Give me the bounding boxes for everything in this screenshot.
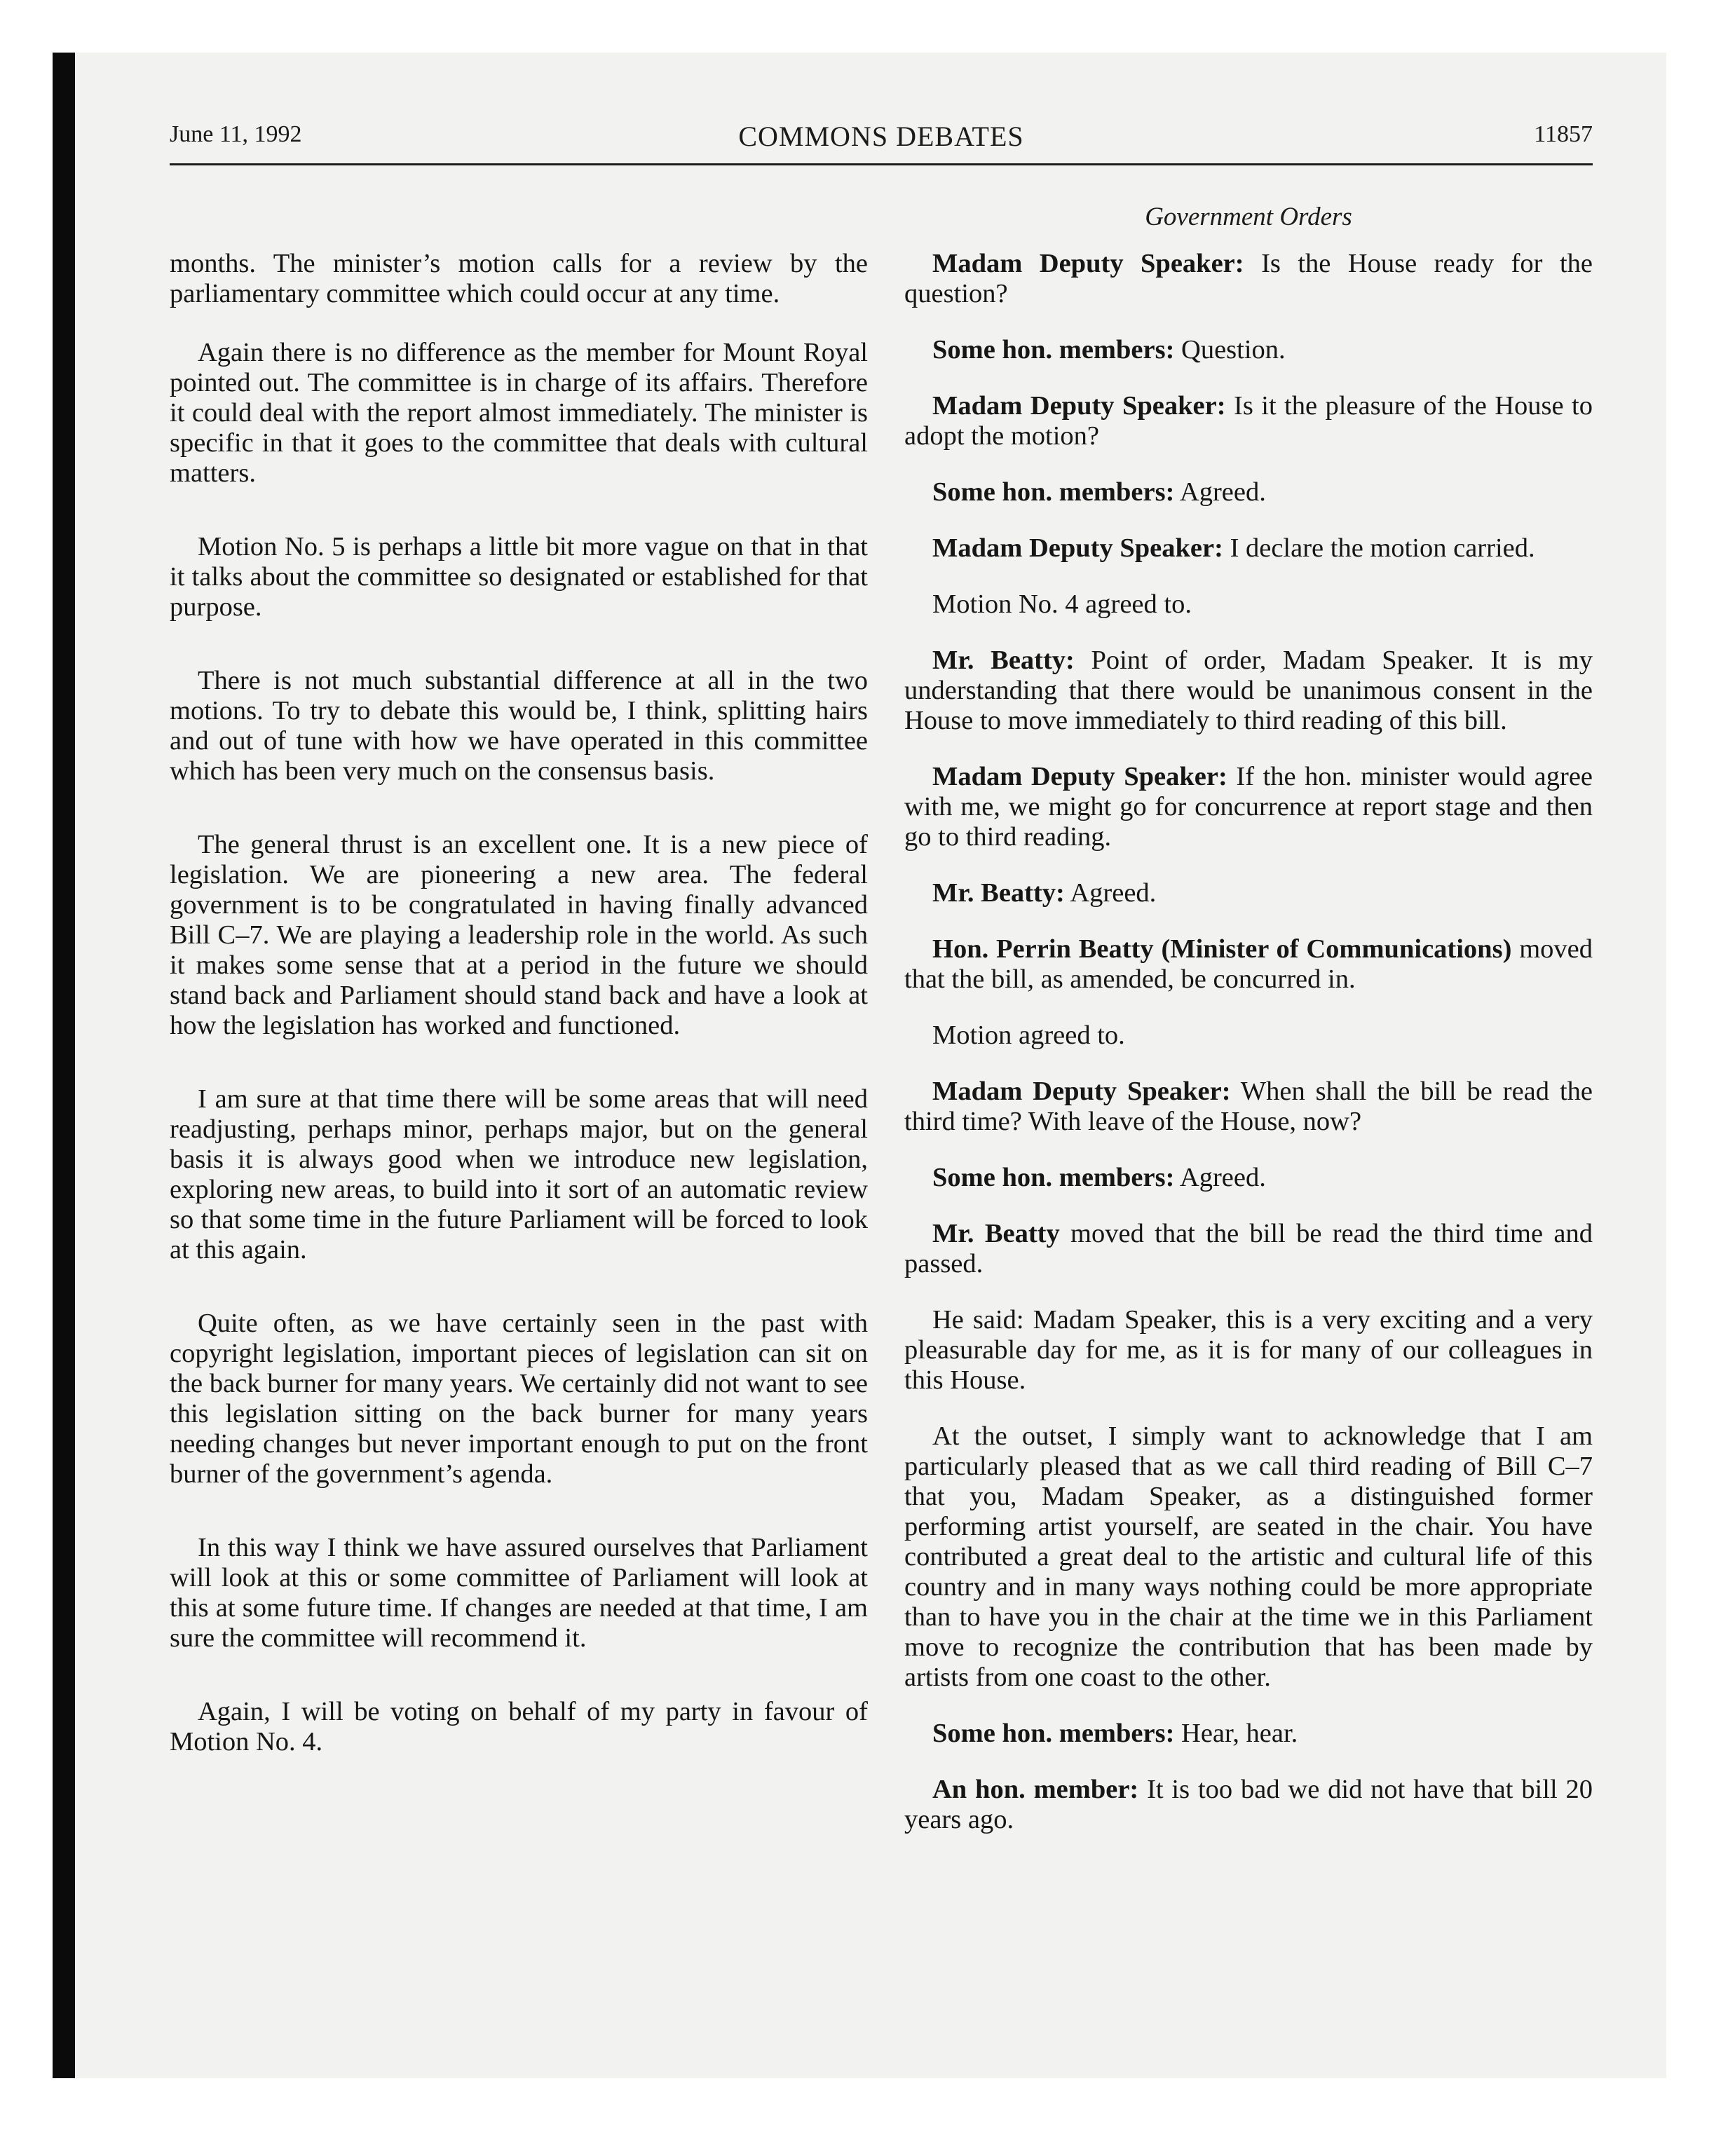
procedural-note [904, 589, 1593, 620]
paragraph-text: In this way I think we have assured ourselves that Parliament will look at this or some committee of Parliament will look at this at some future time. If changes are needed at that time, I am sure the committee will recommend it. [170, 1533, 868, 1653]
speech-entry [904, 1775, 1593, 1835]
paragraph [170, 1084, 868, 1265]
paragraph-text: months. The minister’s motion calls for a review by the parliamentary committee which could occur at any time. [170, 249, 868, 308]
speech-entry [904, 762, 1593, 852]
speaker-name: Madam Deputy Speaker: [932, 391, 1226, 421]
paragraph [170, 338, 868, 489]
speech-text: Is it the pleasure of the House to adopt the motion? [904, 391, 1593, 451]
paragraph-text: The general thrust is an excellent one. It is a new piece of legislation. We are pioneering a new area. The federal government is to be congratulated in having finally advanced Bill C–7. We are playing a leadership role in the world. As such it makes some sense that at a period in the future we should stand back and Parliament should stand back and have a look at how the legislation has worked and functioned. [170, 830, 868, 1040]
right-column [904, 249, 1593, 1861]
speech-entry [904, 878, 1593, 908]
speech-entry [904, 391, 1593, 451]
speaker-name: Mr. Beatty: [932, 878, 1065, 908]
speech-text: It is too bad we did not have that bill 20 years ago. [904, 1775, 1593, 1834]
speech-text: At the outset, I simply want to acknowledge that I am particularly pleased that as we call third reading of Bill C–7 that you, Madam Speaker, as a distinguished former performing artist yourself, are seated in the chair. You have contributed a great deal to the artistic and cultural life of this country and in many ways nothing could be more appropriate than to have you in the chair at the time we in this Parliament move to recognize the contribution that has been made by artists from one coast to the other. [904, 1421, 1593, 1692]
speech-text: If the hon. minister would agree with me, we might go for concurrence at report stage and then go to third reading. [904, 762, 1593, 852]
speech-entry [904, 1077, 1593, 1137]
speech-text: Point of order, Madam Speaker. It is my understanding that there would be unanimous consent in the House to move immediately to third reading of this bill. [904, 646, 1593, 735]
speaker-name: Madam Deputy Speaker: [932, 762, 1227, 791]
speech-text: When shall the bill be read the third time? With leave of the House, now? [904, 1077, 1593, 1136]
speaker-name: Some hon. members: [932, 335, 1175, 364]
speaker-name: Some hon. members: [932, 477, 1175, 507]
paragraph-text: Again, I will be voting on behalf of my party in favour of Motion No. 4. [170, 1697, 868, 1756]
header-title: COMMONS DEBATES [738, 121, 1024, 152]
speaker-name: Hon. Perrin Beatty (Minister of Communications) [932, 934, 1512, 964]
speech-text: moved that the bill be read the third time and passed. [904, 1219, 1593, 1278]
speaker-name: Some hon. members: [932, 1719, 1175, 1748]
speech-entry [904, 646, 1593, 736]
speech-entry [904, 1163, 1593, 1193]
speech-text: Agreed. [1174, 1163, 1266, 1192]
paragraph [904, 1305, 1593, 1396]
speech-text: Agreed. [1174, 477, 1266, 507]
speech-entry [904, 249, 1593, 309]
speech-text: Is the House ready for the question? [904, 249, 1593, 308]
paragraph [170, 1309, 868, 1489]
paragraph [904, 1421, 1593, 1693]
speech-entry [904, 934, 1593, 995]
speaker-name: Some hon. members: [932, 1163, 1175, 1192]
paragraph [170, 1533, 868, 1653]
paragraph-text: I am sure at that time there will be some areas that will need readjusting, perhaps minor, perhaps major, but on the general basis it is always good when we introduce new legislation, exploring new areas, to build into it sort of an automatic review so that some time in the future Parliament will be forced to look at this again. [170, 1084, 868, 1264]
page-header [170, 121, 1593, 163]
header-date: June 11, 1992 [170, 121, 302, 147]
paragraph [170, 666, 868, 786]
paragraph-text: Motion No. 5 is perhaps a little bit more vague on that in that it talks about the committee so designated or established for that purpose. [170, 532, 868, 622]
speech-entry [904, 1219, 1593, 1279]
speech-text: Motion No. 4 agreed to. [932, 589, 1192, 619]
speech-text: I declare the motion carried. [1223, 533, 1535, 563]
speech-text: moved that the bill, as amended, be concurred in. [904, 934, 1593, 994]
speech-text: Question. [1174, 335, 1286, 364]
scan-edge-bar [53, 53, 75, 2078]
speech-entry [904, 477, 1593, 507]
speech-text: He said: Madam Speaker, this is a very exciting and a very pleasurable day for me, as it is for many of our colleagues in this House. [904, 1305, 1593, 1395]
paragraph [170, 249, 868, 309]
speech-entry [904, 335, 1593, 365]
section-label: Government Orders [1145, 203, 1352, 231]
speaker-name: Mr. Beatty: [932, 646, 1075, 675]
procedural-note [904, 1021, 1593, 1051]
speech-entry [904, 533, 1593, 564]
speech-entry [904, 1719, 1593, 1749]
speaker-name: Madam Deputy Speaker: [932, 1077, 1231, 1106]
paragraph-text: Again there is no difference as the member for Mount Royal pointed out. The committee is in charge of its affairs. Therefore it could deal with the report almost immediately. The minister is specific in that it goes to the committee that deals with cultural matters. [170, 338, 868, 488]
paragraph [170, 1697, 868, 1757]
header-rule [170, 163, 1593, 165]
paragraph [170, 830, 868, 1041]
speech-text: Agreed. [1064, 878, 1157, 908]
speech-text: Hear, hear. [1174, 1719, 1298, 1748]
speaker-name: Madam Deputy Speaker: [932, 533, 1223, 563]
speaker-name: Madam Deputy Speaker: [932, 249, 1244, 278]
speaker-name: Mr. Beatty [932, 1219, 1060, 1248]
header-page-number: 11857 [1534, 121, 1593, 147]
speech-text: Motion agreed to. [932, 1021, 1125, 1050]
speaker-name: An hon. member: [932, 1775, 1139, 1804]
paragraph-text: There is not much substantial difference at all in the two motions. To try to debate this would be, I think, splitting hairs and out of tune with how we have operated in this committee which has been very much on the consensus basis. [170, 666, 868, 786]
paragraph [170, 532, 868, 622]
paragraph-text: Quite often, as we have certainly seen in the past with copyright legislation, important pieces of legislation can sit on the back burner for many years. We certainly did not want to see this legislation sitting on the back burner for many years needing changes but never important enough to put on the front burner of the government’s agenda. [170, 1309, 868, 1489]
left-column [170, 249, 868, 1786]
